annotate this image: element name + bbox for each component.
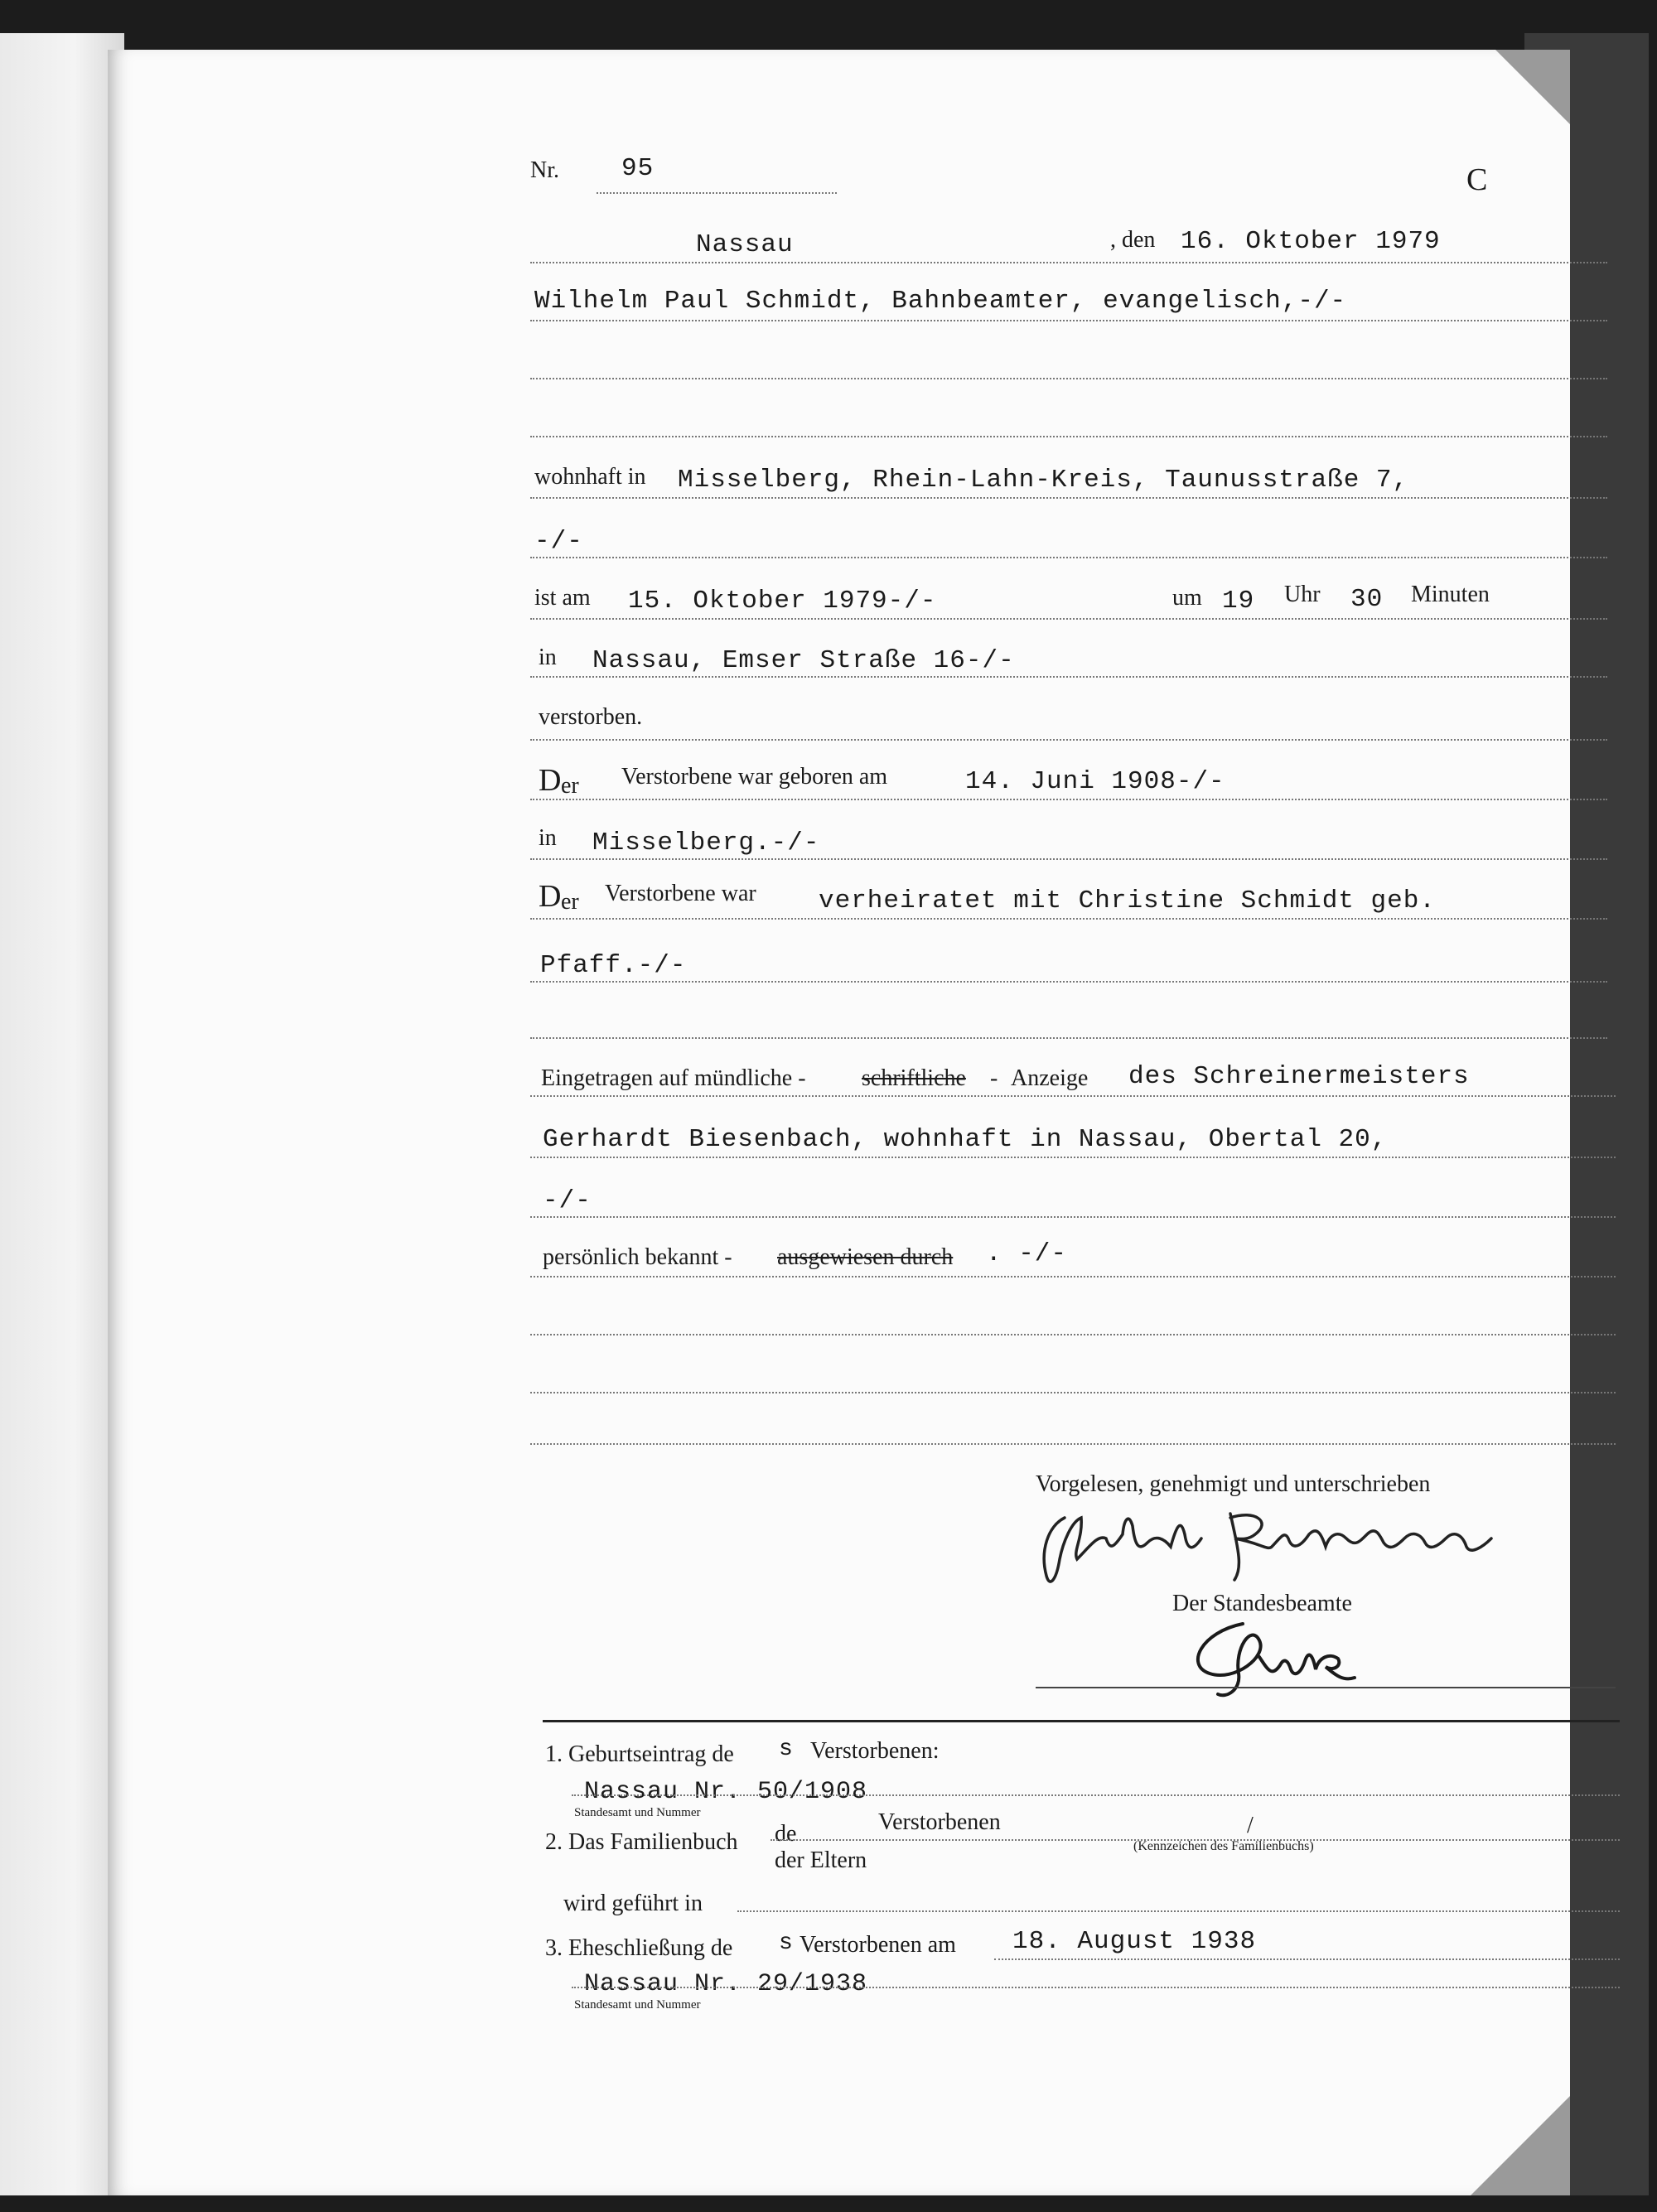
birth-date: 14. Juni 1908-/- bbox=[965, 767, 1225, 796]
line-blank-1 bbox=[530, 378, 1607, 379]
fn2-label: 2. Das Familienbuch bbox=[545, 1829, 738, 1855]
fn1-label2: Verstorbenen: bbox=[810, 1738, 940, 1764]
fn1-label: 1. Geburtseintrag de bbox=[545, 1741, 734, 1767]
line-verstorben bbox=[530, 739, 1607, 741]
wohnhaft-label: wohnhaft in bbox=[534, 464, 646, 490]
line-residence-cont bbox=[530, 557, 1607, 558]
fn3-s: s bbox=[779, 1930, 794, 1956]
ausgewiesen-struck: ausgewiesen durch bbox=[777, 1244, 954, 1270]
fn3-standesamt-label: Standesamt und Nummer bbox=[574, 1998, 701, 2012]
fn3-date: 18. August 1938 bbox=[1012, 1927, 1257, 1956]
death-place: Nassau, Emser Straße 16-/- bbox=[592, 646, 1015, 675]
line-blank-2 bbox=[530, 436, 1607, 437]
line-birth-date bbox=[530, 799, 1607, 800]
marriage-label: Verstorbene war bbox=[605, 881, 756, 906]
page-corner-bottom bbox=[1471, 2096, 1570, 2195]
register-place: Nassau bbox=[696, 230, 794, 259]
page-corner-top bbox=[1495, 50, 1570, 124]
marital-status: verheiratet mit Christine Schmidt geb. bbox=[819, 886, 1436, 915]
line-bekannt bbox=[530, 1276, 1616, 1277]
marriage-der-d: D bbox=[539, 879, 562, 914]
line-death-place bbox=[530, 676, 1607, 678]
uhr-label: Uhr bbox=[1284, 582, 1321, 607]
anzeige-label: Anzeige bbox=[1011, 1065, 1089, 1091]
line-blank-4 bbox=[530, 1334, 1616, 1335]
fn1-value: Nassau Nr. 50/1908 bbox=[584, 1778, 868, 1806]
fn2-de: de bbox=[775, 1821, 797, 1847]
line-informant bbox=[530, 1095, 1616, 1097]
line-informant-cont bbox=[530, 1157, 1616, 1158]
marital-status-cont: Pfaff.-/- bbox=[540, 951, 687, 980]
fn3-value: Nassau Nr. 29/1938 bbox=[584, 1970, 868, 1998]
birth-der-d: D bbox=[539, 763, 562, 798]
bekannt-label: persönlich bekannt - bbox=[543, 1244, 732, 1270]
register-page bbox=[108, 50, 1570, 2195]
birth-der-suffix: er bbox=[561, 773, 579, 799]
line-death-date bbox=[530, 618, 1607, 620]
ist-am-label: ist am bbox=[534, 585, 591, 611]
death-date: 15. Oktober 1979-/- bbox=[628, 587, 937, 616]
vorgelesen-label: Vorgelesen, genehmigt und unterschrieben bbox=[1036, 1471, 1431, 1497]
line-residence bbox=[530, 497, 1607, 499]
den-label: , den bbox=[1110, 227, 1156, 253]
facing-page bbox=[0, 33, 124, 2195]
deceased-description: Wilhelm Paul Schmidt, Bahnbeamter, evangelisch,-/- bbox=[534, 287, 1347, 316]
birth-label: Verstorbene war geboren am bbox=[621, 764, 888, 790]
line-blank-3 bbox=[530, 1037, 1607, 1039]
line-blank-5 bbox=[530, 1392, 1616, 1393]
marriage-der-suffix: er bbox=[561, 889, 579, 915]
line-description bbox=[530, 320, 1607, 321]
line-marital-status bbox=[530, 918, 1607, 920]
line-blank-6 bbox=[530, 1443, 1616, 1445]
line-fn3-value bbox=[572, 1987, 1620, 1988]
informant: des Schreinermeisters bbox=[1128, 1062, 1470, 1091]
fn1-s: s bbox=[779, 1736, 794, 1762]
fn2-value: Verstorbenen bbox=[878, 1809, 1001, 1835]
residence: Misselberg, Rhein-Lahn-Kreis, Taunusstraße 7, bbox=[678, 466, 1409, 495]
line-gefuehrt bbox=[737, 1910, 1620, 1912]
verstorben-label: verstorben. bbox=[539, 704, 643, 730]
death-in-label: in bbox=[539, 645, 557, 670]
fn2-slash: / bbox=[1247, 1813, 1254, 1838]
footnotes-divider bbox=[543, 1720, 1620, 1722]
eingetragen-label: Eingetragen auf mündliche - bbox=[541, 1065, 806, 1091]
line-informant-cont2 bbox=[530, 1216, 1616, 1218]
um-label: um bbox=[1172, 585, 1202, 611]
line-marital-status-cont bbox=[530, 981, 1607, 983]
informant-cont2: -/- bbox=[543, 1186, 592, 1215]
line-fn3-date bbox=[994, 1958, 1620, 1960]
bekannt-value: . -/- bbox=[986, 1239, 1068, 1268]
birth-place: Misselberg.-/- bbox=[592, 828, 820, 857]
line-birth-place bbox=[530, 858, 1607, 860]
death-hour: 19 bbox=[1222, 587, 1255, 616]
anzeige-dash: - bbox=[990, 1065, 998, 1091]
informant-cont: Gerhardt Biesenbach, wohnhaft in Nassau, Obertal 20, bbox=[543, 1125, 1388, 1154]
line-fn1-value bbox=[572, 1794, 1620, 1796]
minuten-label: Minuten bbox=[1411, 582, 1490, 607]
fn3-label: 3. Eheschließung de bbox=[545, 1935, 733, 1961]
entry-number: 95 bbox=[621, 154, 655, 183]
schriftliche-struck: schriftliche bbox=[862, 1065, 966, 1091]
line-registrar-signature bbox=[1036, 1687, 1616, 1688]
death-minutes: 30 bbox=[1350, 585, 1384, 614]
kennzeichen-label: (Kennzeichen des Familienbuchs) bbox=[1133, 1839, 1314, 1853]
fn2-eltern: der Eltern bbox=[775, 1847, 867, 1873]
birth-in-label: in bbox=[539, 825, 557, 851]
nr-label: Nr. bbox=[530, 157, 559, 183]
registrar-signature bbox=[1168, 1607, 1367, 1707]
standesbeamte-label: Der Standesbeamte bbox=[1172, 1591, 1352, 1616]
residence-cont: -/- bbox=[534, 527, 583, 556]
gefuehrt-label: wird geführt in bbox=[563, 1891, 703, 1916]
line-place-date bbox=[530, 262, 1607, 263]
register-date: 16. Oktober 1979 bbox=[1181, 227, 1441, 256]
informant-signature bbox=[1031, 1501, 1512, 1592]
fn3-label2: Verstorbenen am bbox=[800, 1932, 956, 1958]
form-letter: C bbox=[1466, 162, 1488, 197]
entry-number-line bbox=[597, 192, 837, 194]
fn1-standesamt-label: Standesamt und Nummer bbox=[574, 1806, 701, 1819]
